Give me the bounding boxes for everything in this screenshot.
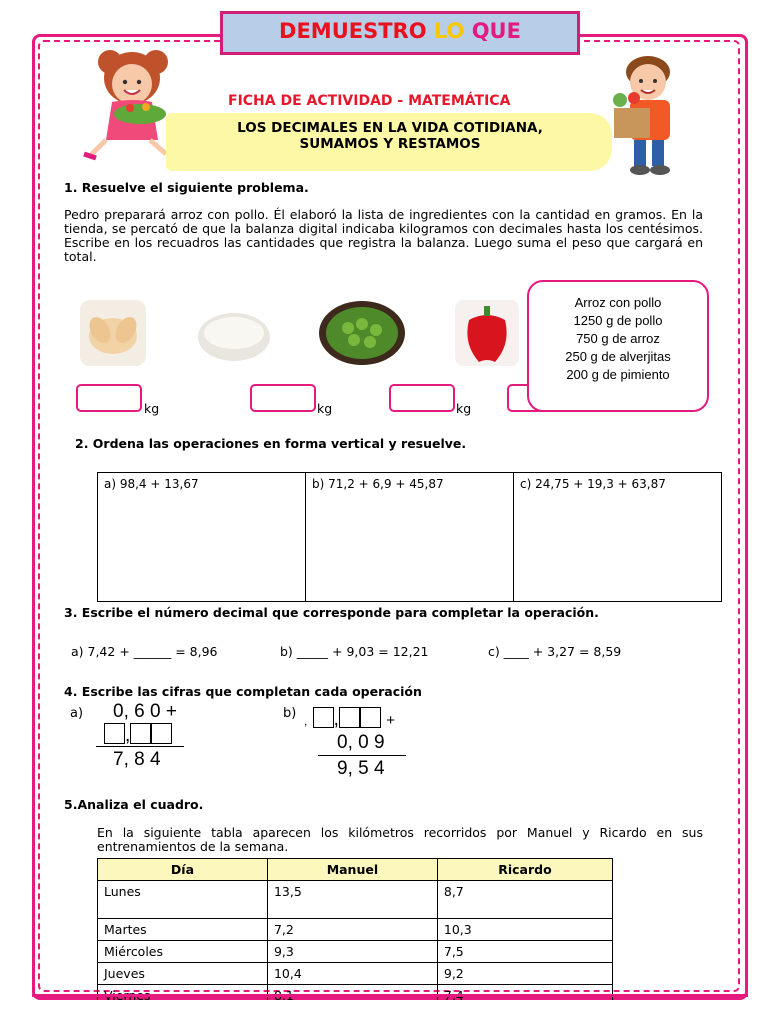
q4b-blank-2[interactable] — [339, 707, 360, 728]
q4a-top-number: 0, 6 0 + — [113, 701, 177, 722]
manuel-cell: 7,2 — [267, 919, 437, 941]
frame-bottom-edge — [32, 994, 748, 997]
page-bottom-mask — [40, 1000, 740, 1024]
q4a-result: 7, 8 4 — [113, 749, 161, 770]
peas-kg-unit: kg — [456, 401, 472, 416]
table-row — [98, 919, 613, 941]
km-header-manuel: Manuel — [267, 859, 437, 881]
q5-intro: En la siguiente tabla aparecen los kilómetros recorridos por Manuel y Ricardo en sus entrenamientos de la semana. — [97, 825, 703, 854]
header-banner — [220, 11, 580, 55]
q4b-second-number: 0, 0 9 — [337, 732, 385, 753]
banner-word-3: QUE — [471, 19, 521, 43]
q1-paragraph: Pedro preparará arroz con pollo. Él elaboró la lista de ingredientes con la cantidad en gramos. En la tienda, se percató de que la balanza digital indicaba kilogramos con decimales hasta los centésimos. Escribe en los recuadros las cantidades que registra la balanza. Luego suma el peso que cargará en total. — [64, 207, 703, 264]
table-row — [98, 881, 613, 919]
recipe-item: 750 g de arroz — [576, 331, 660, 346]
q4b-blanks: , , + — [304, 709, 395, 730]
q2-op-b[interactable]: b) 71,2 + 6,9 + 45,87 — [306, 473, 514, 602]
km-table — [97, 858, 613, 1007]
q3-title: 3. Escribe el número decimal que corresponde para completar la operación. — [64, 605, 599, 620]
ricardo-cell: 7,5 — [437, 941, 612, 963]
topic-line-1: LOS DECIMALES EN LA VIDA COTIDIANA, — [237, 120, 543, 136]
q4a-blank-3[interactable] — [151, 723, 172, 744]
table-row — [98, 941, 613, 963]
banner-word-2: LO — [433, 19, 465, 43]
banner-word-1: DEMUESTRO — [279, 19, 427, 43]
q3-op-a[interactable]: a) 7,42 + ______ = 8,96 — [71, 644, 218, 659]
manuel-cell: 13,5 — [267, 881, 437, 919]
day-cell: Jueves — [98, 963, 268, 985]
q2-op-c[interactable]: c) 24,75 + 19,3 + 63,87 — [514, 473, 722, 602]
chicken-kg-unit: kg — [144, 401, 160, 416]
q2-operations-table — [97, 472, 722, 602]
q4b-blank-3[interactable] — [360, 707, 381, 728]
recipe-item: 200 g de pimiento — [566, 367, 670, 382]
rice-kg-input[interactable] — [250, 384, 316, 412]
peas-icon — [318, 300, 406, 366]
ricardo-cell: 8,7 — [437, 881, 612, 919]
q4-title: 4. Escribe las cifras que completan cada operación — [64, 684, 422, 699]
recipe-card — [527, 280, 709, 412]
q5-title: 5.Analiza el cuadro. — [64, 797, 204, 812]
q4b-line — [318, 755, 406, 756]
q4b-blank-1[interactable] — [313, 707, 334, 728]
worksheet-type: FICHA DE ACTIVIDAD - MATEMÁTICA — [228, 93, 511, 109]
manuel-cell: 9,3 — [267, 941, 437, 963]
ricardo-cell: 9,2 — [437, 963, 612, 985]
rice-kg-unit: kg — [317, 401, 333, 416]
q4b-label: b) — [283, 706, 297, 721]
table-row — [98, 963, 613, 985]
q1-title: 1. Resuelve el siguiente problema. — [64, 180, 309, 195]
pepper-icon — [455, 300, 519, 366]
q4a-blank-1[interactable] — [104, 723, 125, 744]
topic-line-2: SUMAMOS Y RESTAMOS — [299, 136, 481, 152]
day-cell: Miércoles — [98, 941, 268, 963]
km-header-ricardo: Ricardo — [437, 859, 612, 881]
q2-op-a[interactable]: a) 98,4 + 13,67 — [98, 473, 306, 602]
q4a-line — [96, 746, 184, 747]
ricardo-cell: 10,3 — [437, 919, 612, 941]
topic-title — [190, 120, 590, 152]
rice-icon — [195, 305, 273, 363]
q3-op-b[interactable]: b) _____ + 9,03 = 12,21 — [280, 644, 429, 659]
q4a-blanks: , — [104, 723, 172, 747]
recipe-title: Arroz con pollo — [574, 295, 662, 310]
recipe-item: 250 g de alverjitas — [565, 349, 671, 364]
q4a-label: a) — [70, 706, 84, 721]
day-cell: Lunes — [98, 881, 268, 919]
boy-with-groceries-icon — [596, 50, 696, 180]
manuel-cell: 10,4 — [267, 963, 437, 985]
peas-kg-input[interactable] — [389, 384, 455, 412]
chicken-kg-input[interactable] — [76, 384, 142, 412]
recipe-item: 1250 g de pollo — [573, 313, 663, 328]
q2-title: 2. Ordena las operaciones en forma vertical y resuelve. — [75, 436, 467, 451]
q4b-result: 9, 5 4 — [337, 758, 385, 779]
day-cell: Martes — [98, 919, 268, 941]
q3-op-c[interactable]: c) ____ + 3,27 = 8,59 — [488, 644, 622, 659]
chicken-icon — [80, 300, 146, 366]
q4a-blank-2[interactable] — [130, 723, 151, 744]
km-header-day: Día — [98, 859, 268, 881]
